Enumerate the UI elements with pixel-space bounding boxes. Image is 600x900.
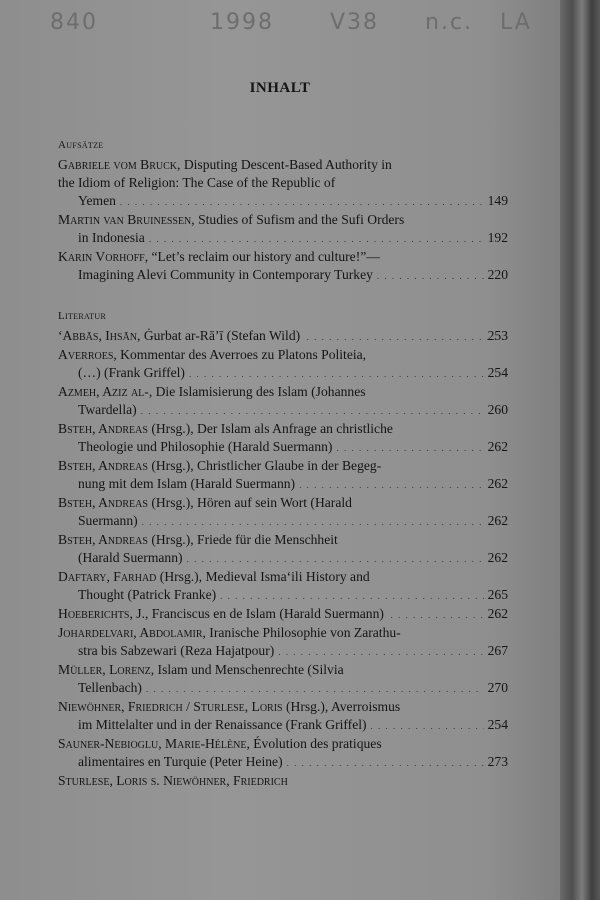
toc-line-text	[58, 772, 288, 790]
entry-title: (Hrsg.), Christlicher Glaube in der Begeg-	[147, 458, 382, 473]
toc-line	[58, 156, 508, 174]
toc-line	[78, 401, 508, 420]
toc-entry	[58, 457, 508, 494]
shelfmark-part: 840	[50, 10, 98, 35]
entry-page-number: 273	[487, 754, 508, 769]
dot-leader	[141, 402, 484, 420]
entry-title-end: Suermann)	[78, 513, 138, 528]
entry-author: Martin van Bruinessen,	[58, 212, 195, 227]
entry-title: (Hrsg.), Friede für die Menschheit	[147, 532, 338, 547]
toc-entry	[58, 383, 508, 420]
dot-leader	[120, 193, 484, 211]
entry-title-end: nung mit dem Islam (Harald Suermann)	[78, 476, 296, 491]
dot-leader	[371, 717, 484, 735]
toc-line	[78, 586, 508, 605]
entry-page-number: 260	[487, 402, 508, 417]
toc-entry	[58, 735, 508, 772]
toc-line	[58, 383, 508, 401]
toc-entry	[58, 624, 508, 661]
toc-line	[58, 661, 508, 679]
entry-page-number: 254	[487, 717, 508, 732]
toc-line	[78, 512, 508, 531]
entry-title-end: (Harald Suermann)	[78, 550, 183, 565]
toc-line	[58, 605, 508, 624]
entry-author: Bsteh, Andreas	[58, 421, 148, 436]
toc-entry	[58, 156, 508, 211]
entry-title-end: Imagining Alevi Community in Contemporary Turkey	[78, 267, 373, 282]
dot-leader	[146, 680, 484, 698]
dot-leader	[142, 513, 484, 531]
toc-line-text	[58, 327, 301, 345]
toc-entry	[58, 661, 508, 698]
toc-entry	[58, 211, 508, 248]
dot-leader	[149, 230, 484, 248]
shelfmark-part: V38	[330, 10, 380, 35]
entry-author: Niewöhner, Friedrich / Sturlese, Loris	[58, 699, 283, 714]
dot-leader	[220, 587, 483, 605]
toc-line	[58, 735, 508, 753]
entry-title: “Let’s reclaim our history and culture!”—	[148, 249, 380, 264]
entry-page-number: 254	[487, 365, 508, 380]
entry-title: Ġurbat ar-Rāʼī (Stefan Wild)	[140, 328, 301, 343]
entry-author: Bsteh, Andreas	[58, 495, 148, 510]
entry-author: ʻAbbās, Ihsān,	[58, 328, 141, 343]
toc-line	[58, 457, 508, 475]
toc-entry	[58, 605, 508, 624]
dot-leader	[187, 550, 484, 568]
entry-title: Studies of Sufism and the Sufi Orders	[194, 212, 405, 227]
dot-leader	[299, 476, 484, 494]
entry-title: Franciscus en de Islam (Harald Suermann)	[148, 606, 384, 621]
dot-leader	[377, 267, 484, 285]
table-of-contents	[58, 136, 508, 790]
dot-leader	[388, 606, 504, 624]
entry-author: Averroes,	[58, 347, 117, 362]
toc-line	[78, 549, 508, 568]
toc-line	[58, 624, 508, 642]
entry-author: Bsteh, Andreas	[58, 458, 148, 473]
toc-entry	[58, 531, 508, 568]
toc-line	[58, 772, 508, 790]
entry-page-number: 262	[487, 439, 508, 454]
toc-line	[78, 192, 508, 211]
entry-author: Sturlese, Loris s. Niewöhner, Friedrich	[58, 773, 288, 788]
entry-title-end: Tellenbach)	[78, 680, 142, 695]
entry-author: Daftary, Farhad	[58, 569, 157, 584]
dot-leader	[336, 439, 483, 457]
toc-line	[78, 364, 508, 383]
toc-entry	[58, 327, 508, 346]
entry-page-number: 265	[487, 587, 508, 602]
toc-line	[58, 494, 508, 512]
dot-leader	[278, 643, 483, 661]
entry-title: Die Islamisierung des Islam (Johannes	[152, 384, 366, 399]
entry-title-end: Thought (Patrick Franke)	[78, 587, 217, 602]
toc-line	[78, 438, 508, 457]
toc-line	[58, 568, 508, 586]
toc-line	[78, 679, 508, 698]
entry-title: Iranische Philosophie von Zarathu-	[205, 625, 401, 640]
toc-entry	[58, 698, 508, 735]
entry-title-end: alimentaires en Turquie (Peter Heine)	[78, 754, 283, 769]
entry-title: (Hrsg.), Der Islam als Anfrage an christliche	[147, 421, 393, 436]
entry-title-end: Theologie und Philosophie (Harald Suermann)	[78, 439, 333, 454]
entry-author: Sauner-Nebioglu, Marie-Hélène,	[58, 736, 250, 751]
entry-title: (Hrsg.), Hören auf sein Wort (Harald	[147, 495, 352, 510]
entry-title: Disputing Descent-Based Authority in	[180, 157, 392, 172]
entry-page-number: 262	[487, 476, 508, 491]
dot-leader	[287, 754, 484, 772]
entry-author: Azmeh, Aziz al-,	[58, 384, 153, 399]
entry-title: (Hrsg.), Averroismus	[282, 699, 401, 714]
toc-line	[78, 475, 508, 494]
toc-line	[58, 327, 508, 346]
toc-entry	[58, 420, 508, 457]
entry-title-end: Yemen	[78, 193, 116, 208]
toc-line	[58, 211, 508, 229]
toc-line	[78, 716, 508, 735]
entry-author: Hoeberichts, J.,	[58, 606, 149, 621]
toc-entry	[58, 248, 508, 285]
entry-title-end: (…) (Frank Griffel)	[78, 365, 185, 380]
dot-leader	[304, 328, 503, 346]
toc-line	[78, 229, 508, 248]
entry-title-end: in Indonesia	[78, 230, 145, 245]
entry-page-number: 270	[487, 680, 508, 695]
book-spine	[560, 0, 600, 900]
entry-author: Bsteh, Andreas	[58, 532, 148, 547]
entry-page-number: 192	[487, 230, 508, 245]
entry-page-number: 267	[487, 643, 508, 658]
toc-line	[58, 248, 508, 266]
entry-page-number: 262	[487, 550, 508, 565]
entry-title: Islam und Menschenrechte (Silvia	[154, 662, 344, 677]
toc-entry	[58, 772, 508, 790]
shelfmark-part: LA	[500, 10, 532, 35]
entry-page-number: 220	[487, 267, 508, 282]
handwritten-shelfmark	[40, 6, 560, 40]
toc-entry	[58, 346, 508, 383]
entry-title-end: im Mittelalter und in der Renaissance (Frank Griffel)	[78, 717, 367, 732]
entry-author: Müller, Lorenz,	[58, 662, 155, 677]
page-title: INHALT	[249, 80, 311, 96]
toc-line	[58, 531, 508, 549]
entry-author: Gabriele vom Bruck,	[58, 157, 181, 172]
entry-title-end: Twardella)	[78, 402, 137, 417]
toc-line	[58, 698, 508, 716]
entry-page-number: 262	[487, 513, 508, 528]
toc-line	[58, 420, 508, 438]
entry-page-number: 149	[487, 193, 508, 208]
toc-line	[78, 753, 508, 772]
shelfmark-part: n.c.	[425, 10, 474, 35]
shelfmark-part: 1998	[210, 10, 274, 35]
toc-entry	[58, 494, 508, 531]
section-heading: Aufsätze	[58, 139, 104, 151]
toc-line	[58, 346, 508, 364]
toc-line-text	[58, 605, 384, 623]
entry-title: Évolution des pratiques	[249, 736, 382, 751]
toc-line: the Idiom of Religion: The Case of the Republic of	[58, 175, 336, 190]
dot-leader	[189, 365, 484, 383]
entry-title-end: stra bis Sabzewari (Reza Hajatpour)	[78, 643, 275, 658]
entry-title: (Hrsg.), Medieval Ismaʻili History and	[156, 569, 370, 584]
toc-line	[78, 266, 508, 285]
section-heading: Literatur	[58, 310, 107, 322]
entry-author: Johardelvari, Abdolamir,	[58, 625, 206, 640]
toc-line	[78, 642, 508, 661]
entry-title: Kommentar des Averroes zu Platons Politeia,	[116, 347, 367, 362]
toc-entry	[58, 568, 508, 605]
entry-author: Karin Vorhoff,	[58, 249, 149, 264]
